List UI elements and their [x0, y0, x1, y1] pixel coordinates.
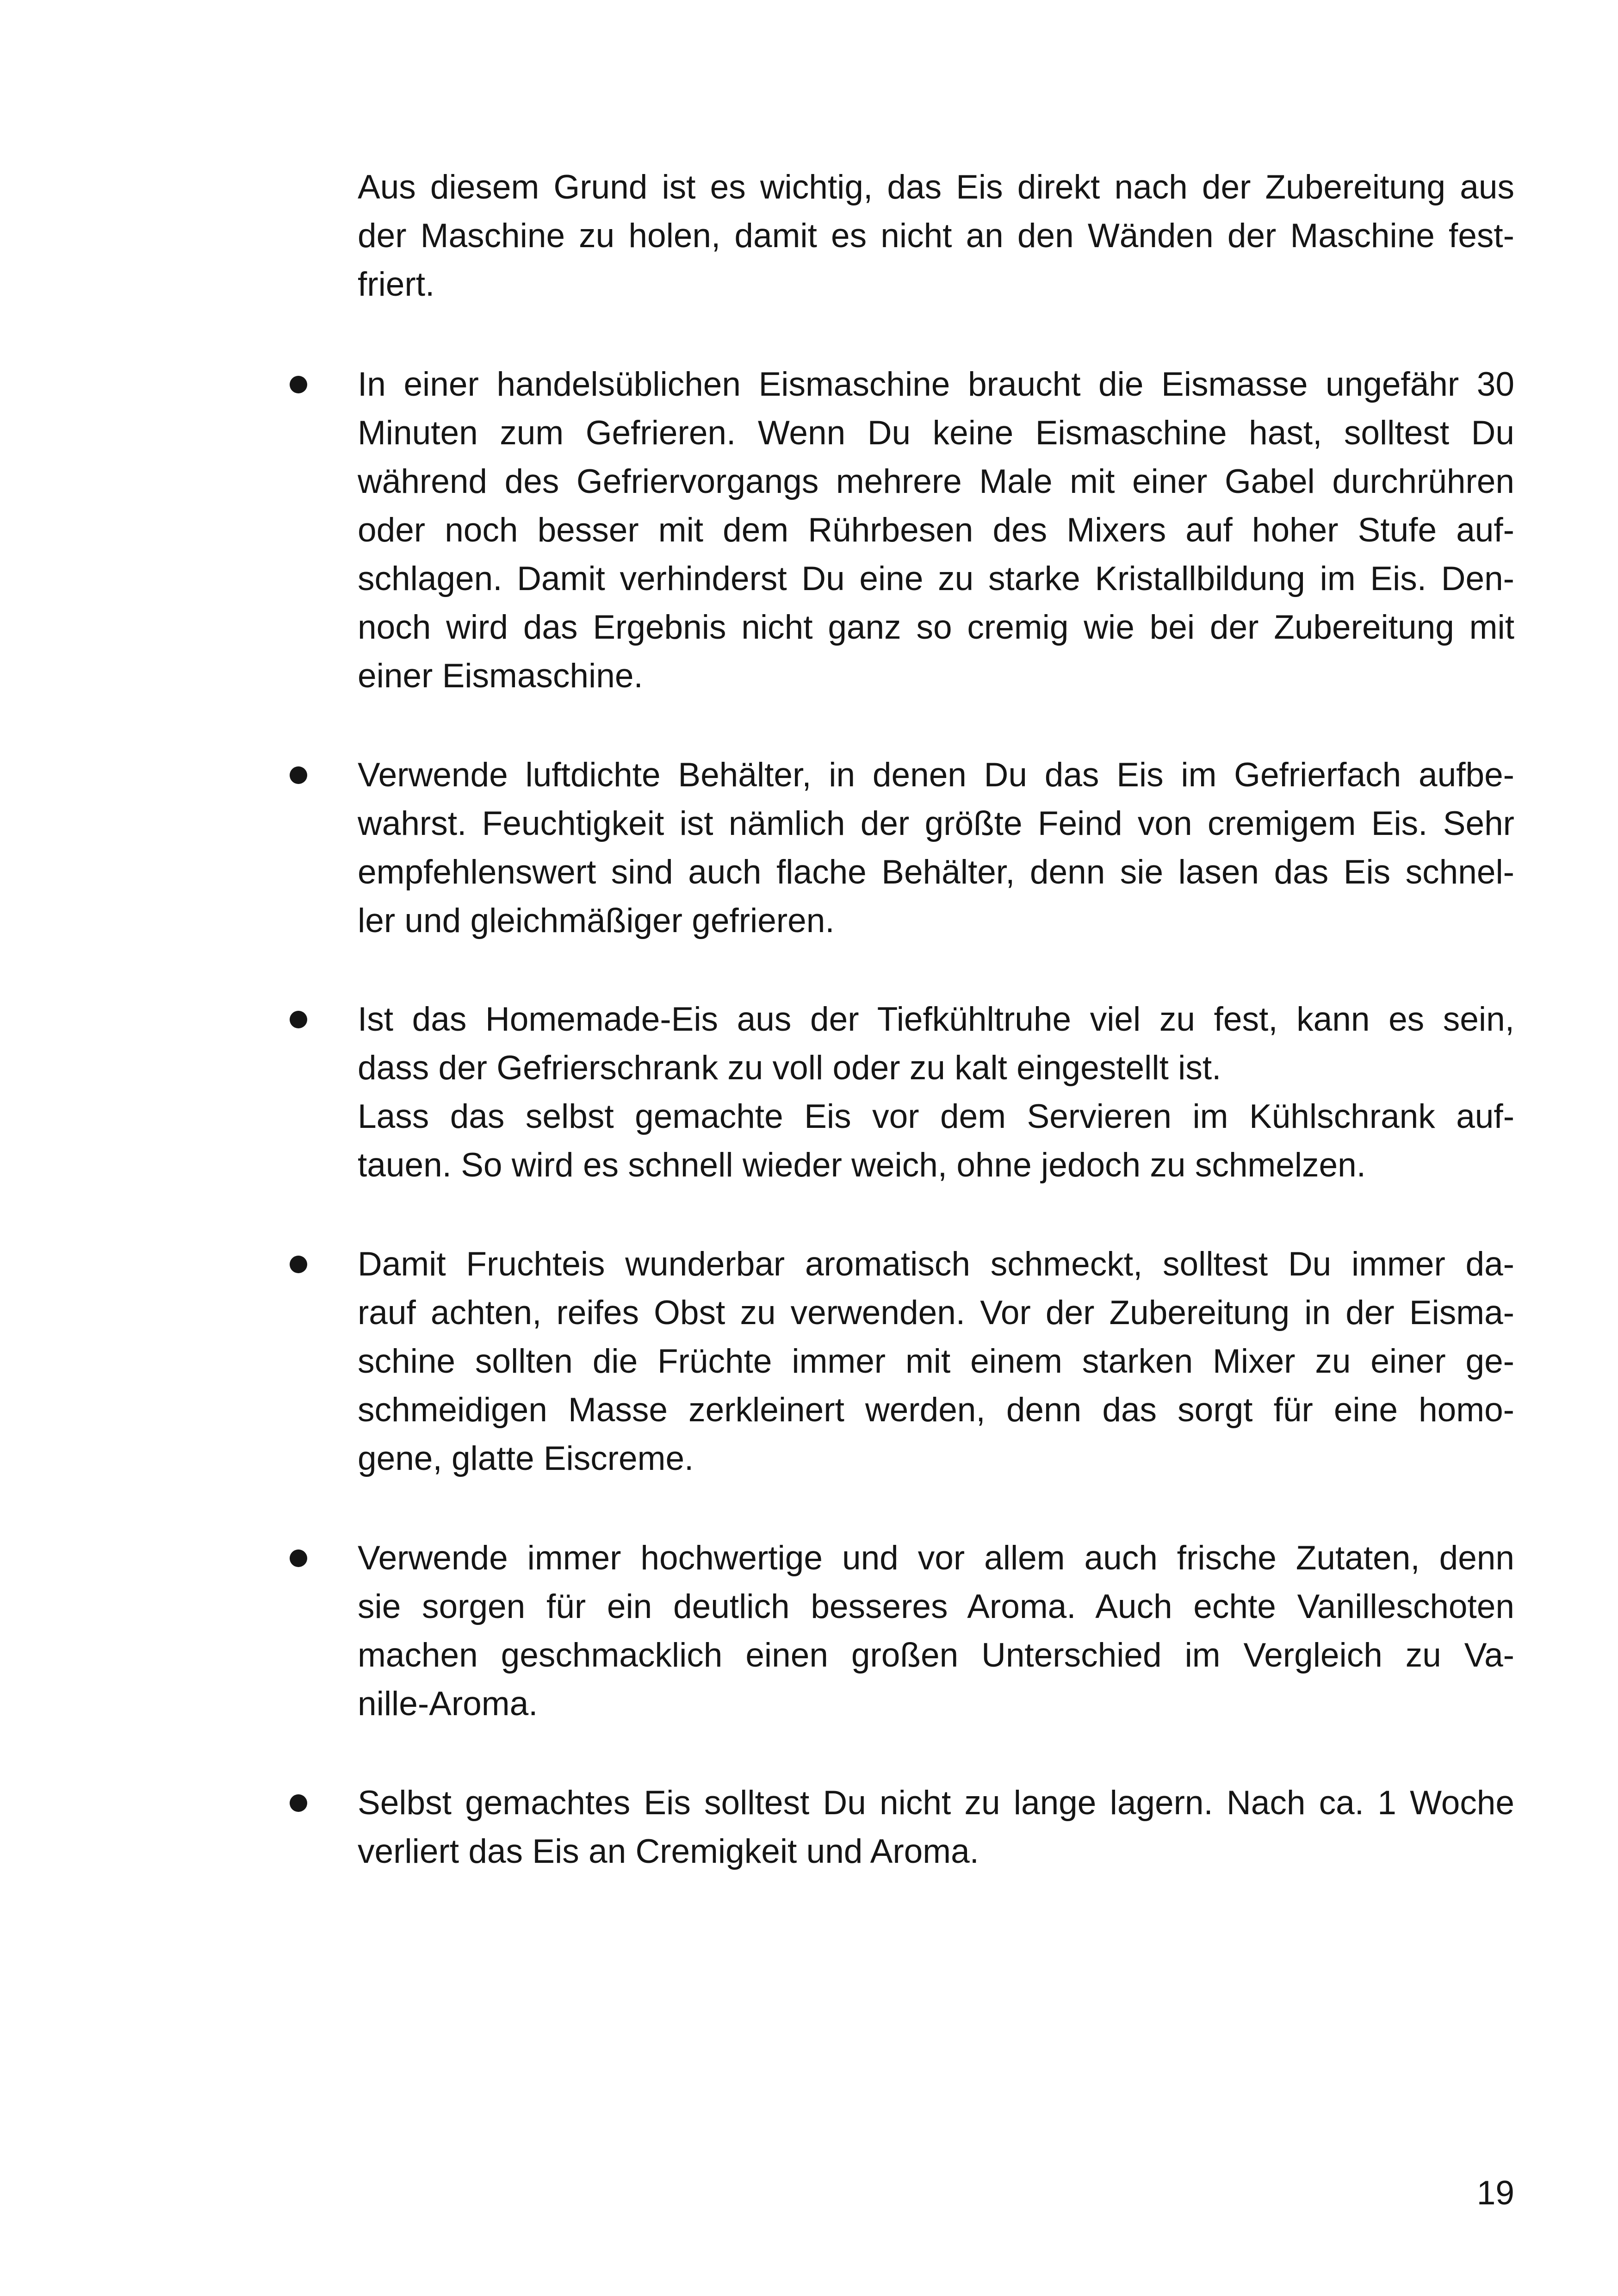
bullet-icon: [290, 766, 307, 784]
text-line: schine sollten die Früchte immer mit einem starken Mixer zu einer ge-: [358, 1343, 1514, 1380]
text-line: sie sorgen für ein deutlich besseres Aroma. Auch echte Vanilleschoten: [358, 1588, 1514, 1625]
text-line: während des Gefriervorgangs mehrere Male mit einer Gabel durchrühren: [358, 463, 1514, 500]
text-line: der Maschine zu holen, damit es nicht an den Wänden der Maschine fest-: [358, 217, 1514, 255]
text-line: ler und gleichmäßiger gefrieren.: [358, 902, 835, 940]
text-line: schmeidigen Masse zerkleinert werden, denn das sorgt für eine homo-: [358, 1391, 1514, 1429]
text-line: Lass das selbst gemachte Eis vor dem Servieren im Kühlschrank auf-: [358, 1098, 1514, 1135]
text-line: Damit Fruchteis wunderbar aromatisch schmeckt, solltest Du immer da-: [358, 1245, 1514, 1283]
text-line: dass der Gefrierschrank zu voll oder zu kalt eingestellt ist.: [358, 1049, 1221, 1087]
bullet-icon: [290, 1011, 307, 1028]
text-line: In einer handelsüblichen Eismaschine braucht die Eismasse ungefähr 30: [358, 366, 1514, 403]
text-line: nille-Aroma.: [358, 1685, 538, 1723]
text-line: empfehlenswert sind auch flache Behälter, denn sie lasen das Eis schnel-: [358, 853, 1514, 891]
text-line: gene, glatte Eiscreme.: [358, 1440, 694, 1477]
text-line: Selbst gemachtes Eis solltest Du nicht zu lange lagern. Nach ca. 1 Woche: [358, 1784, 1514, 1822]
bullet-icon: [290, 1256, 307, 1273]
text-line: schlagen. Damit verhinderst Du eine zu starke Kristallbildung im Eis. Den-: [358, 560, 1514, 597]
text-line: wahrst. Feuchtigkeit ist nämlich der größte Feind von cremigem Eis. Sehr: [358, 805, 1514, 842]
page-number: 19: [1476, 2174, 1514, 2212]
text-line: Verwende luftdichte Behälter, in denen Du das Eis im Gefrierfach aufbe-: [358, 756, 1514, 794]
text-line: verliert das Eis an Cremigkeit und Aroma.: [358, 1833, 979, 1870]
text-line: noch wird das Ergebnis nicht ganz so cremig wie bei der Zubereitung mit: [358, 609, 1514, 646]
text-line: Verwende immer hochwertige und vor allem auch frische Zutaten, denn: [358, 1539, 1514, 1577]
text-line: Minuten zum Gefrieren. Wenn Du keine Eismaschine hast, solltest Du: [358, 414, 1514, 452]
text-line: oder noch besser mit dem Rührbesen des Mixers auf hoher Stufe auf-: [358, 511, 1514, 549]
bullet-icon: [290, 376, 307, 393]
bullet-icon: [290, 1549, 307, 1567]
text-line: machen geschmacklich einen großen Unterschied im Vergleich zu Va-: [358, 1636, 1514, 1674]
text-line: einer Eismaschine.: [358, 657, 643, 695]
text-line: tauen. So wird es schnell wieder weich, ohne jedoch zu schmelzen.: [358, 1146, 1366, 1184]
text-line: Aus diesem Grund ist es wichtig, das Eis direkt nach der Zubereitung aus: [358, 168, 1514, 206]
bullet-icon: [290, 1794, 307, 1812]
text-line: rauf achten, reifes Obst zu verwenden. Vor der Zubereitung in der Eisma-: [358, 1294, 1514, 1332]
text-line: Ist das Homemade-Eis aus der Tiefkühltruhe viel zu fest, kann es sein,: [358, 1001, 1514, 1038]
text-line: friert.: [358, 266, 435, 303]
